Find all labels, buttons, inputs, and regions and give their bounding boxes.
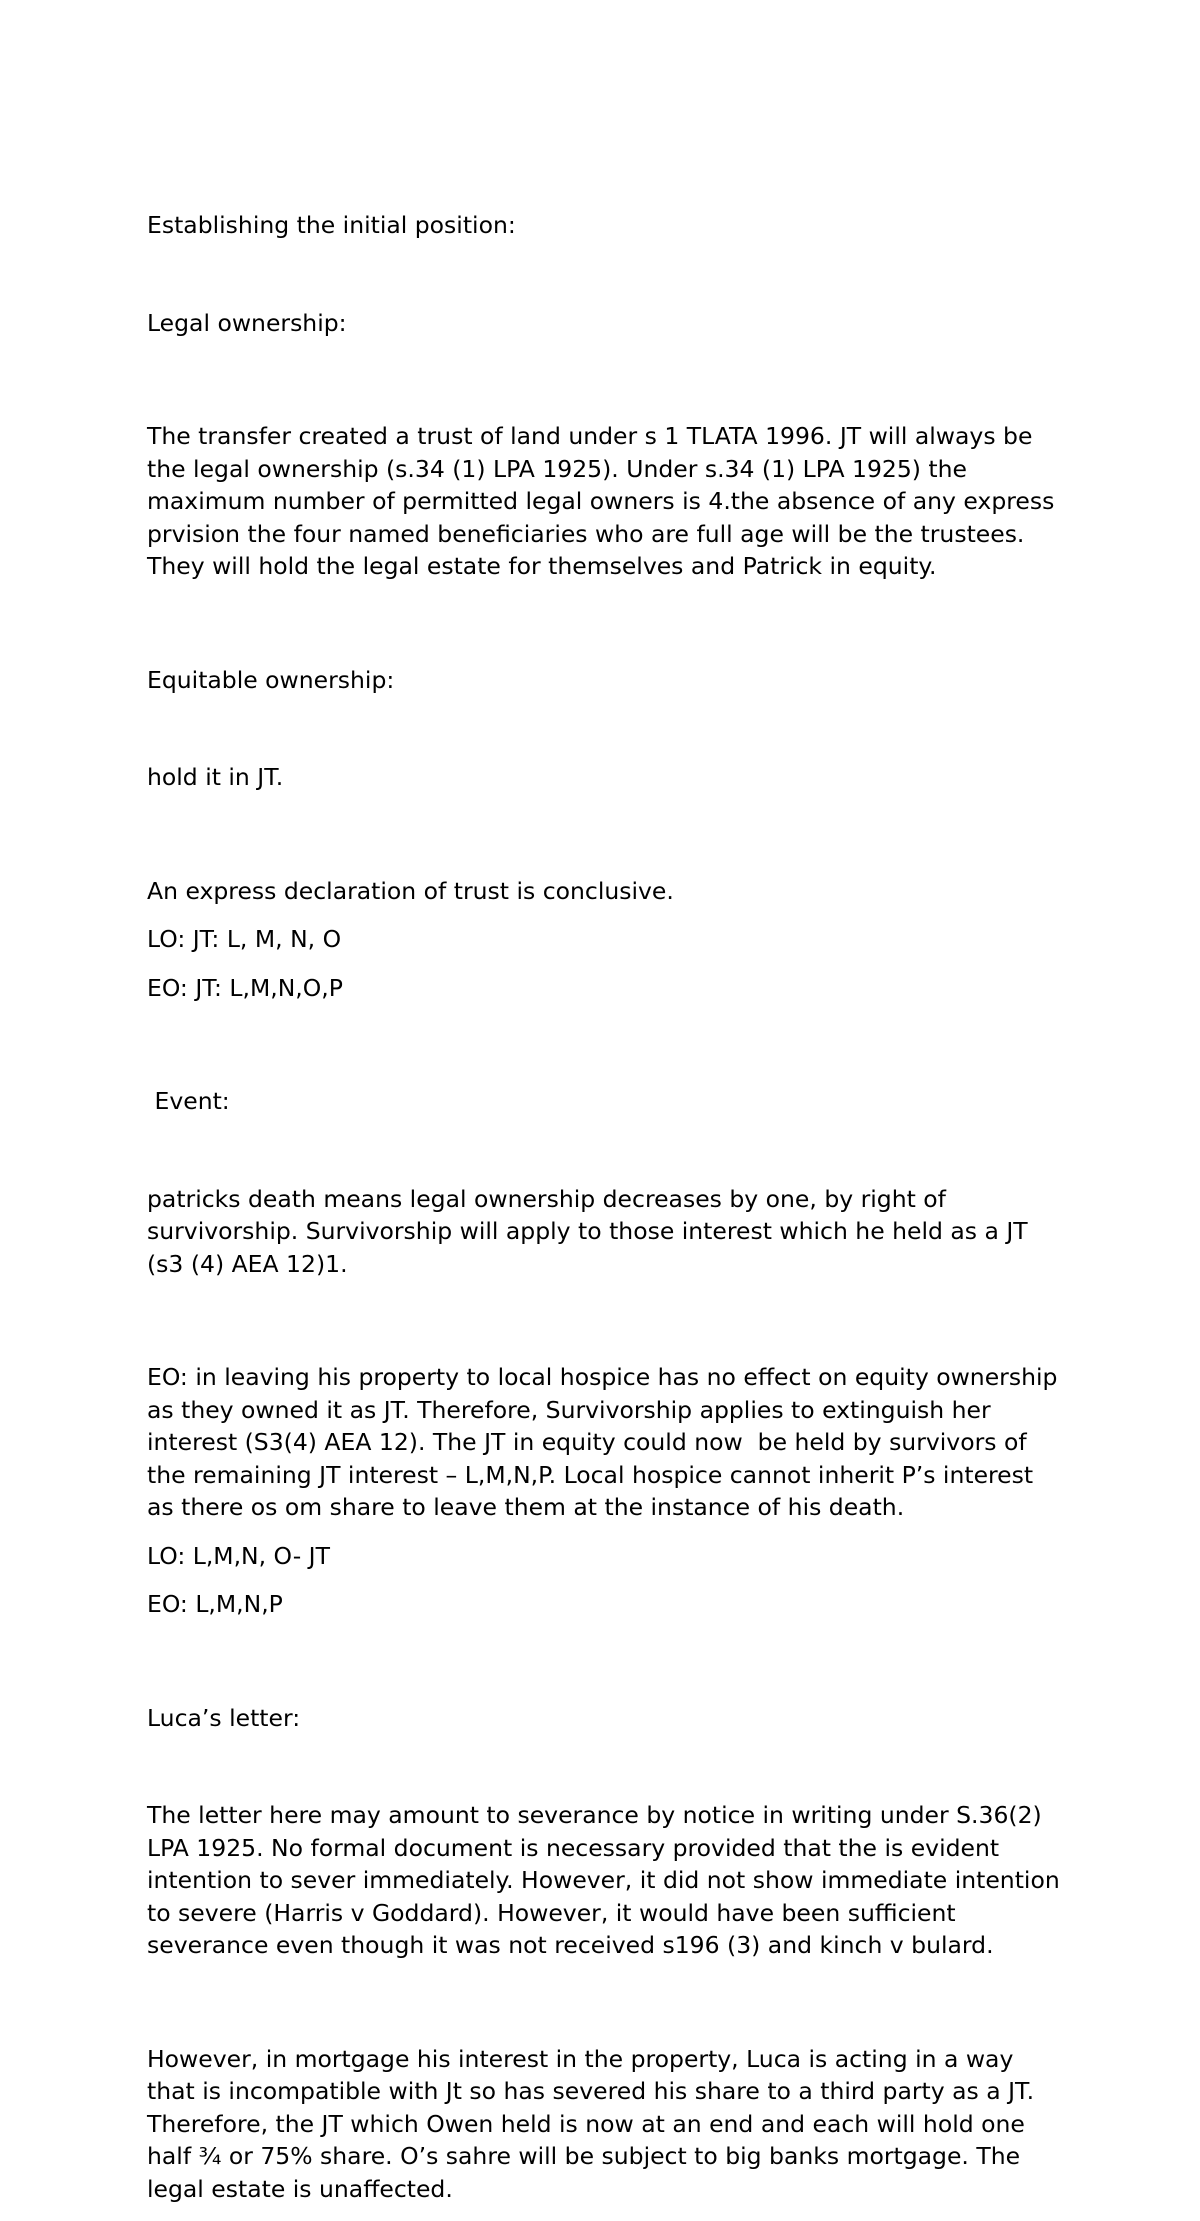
paragraph-lucas-letter: [147, 1637, 1067, 2027]
document-body: [147, 144, 1067, 2221]
paragraph-transfer-trust: The transfer created a trust of land under s 1 TLATA 1996. JT will always be the legal ownership (s.34 (1) LPA 1925). Under s.34 (1) LPA 1925) the maximum number of permitted legal owners is 4.the absence of any express prvision the four named beneficiaries who are full age will be the trustees. They will hold the legal estate for themselves and Patrick in equity.: [147, 422, 1062, 580]
subheading-legal-ownership: Legal ownership:: [147, 308, 347, 337]
paragraph-mortgage: However, in mortgage his interest in the property, Luca is acting in a way that is incompatible with Jt so has severed his share to a third party as a JT. Therefore, the JT which Owen held is now at an end and each will hold one half ¾ or 75% share. O’s sahre will be subject to big banks mortgage. The legal estate is unaffected.: [147, 2044, 1042, 2203]
paragraph-eo-initial: EO: JT: L,M,N,O,P: [147, 973, 343, 1002]
paragraph-initial-position: [147, 144, 1067, 404]
lucas-letter-text: The letter here may amount to severance by notice in writing under S.36(2) LPA 1925. No formal document is necessary provided that the is evident intention to sever immediately. However, it did not show immediate intention to severe (Harris v Goddard). However, it would have been sufficient severance even though it was not received s196 (3) and kinch v bulard.: [147, 1801, 1068, 1959]
section-heading-initial-position: Establishing the initial position:: [147, 211, 516, 239]
paragraph-lo-initial: LO: JT: L, M, N, O: [147, 925, 342, 953]
event-text: patricks death means legal ownership decreases by one, by right of survivorship. Survivorship will apply to those interest which he held as a JT (s3 (4) AEA 12)1.: [147, 1184, 1036, 1278]
subheading-event: Event:: [147, 1087, 230, 1115]
paragraph-express-declaration: An express declaration of trust is conclusive.: [147, 876, 674, 905]
equitable-ownership-text: hold it in JT.: [147, 763, 284, 791]
subheading-equitable-ownership: Equitable ownership:: [147, 665, 395, 694]
paragraph-eo-after-event: EO: L,M,N,P: [147, 1590, 283, 1618]
paragraph-event: [147, 1020, 1067, 1345]
paragraph-eo-hospice: EO: in leaving his property to local hospice has no effect on equity ownership as they owned it as JT. Therefore, Survivorship applies to extinguish her interest (S3(4) AEA 12). The JT in equity could now be held by survivors of the remaining JT interest – L,M,N,P. Local hospice cannot inherit P’s interest as there os om share to leave them at the instance of his death.: [147, 1363, 1065, 1521]
paragraph-equitable-ownership: [147, 599, 1067, 859]
paragraph-lo-after-event: LO: L,M,N, O- JT: [147, 1541, 330, 1570]
subheading-lucas-letter: Luca’s letter:: [147, 1703, 301, 1732]
